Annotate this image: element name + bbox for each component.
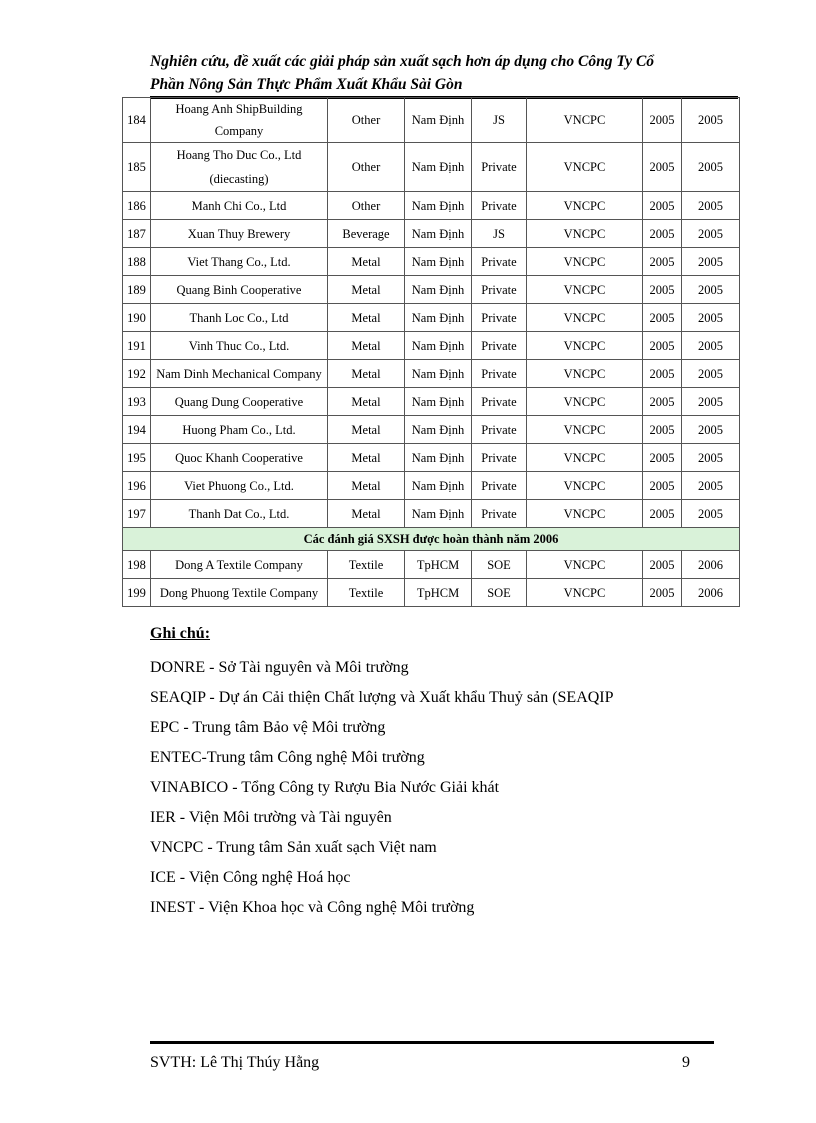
cell-org: VNCPC (527, 472, 643, 500)
cell-sector: Metal (328, 416, 405, 444)
cell-type: JS (472, 220, 527, 248)
cell-type: Private (472, 472, 527, 500)
table-row (123, 220, 740, 248)
cell-province: Nam Định (405, 220, 472, 248)
cell-sector: Textile (328, 551, 405, 579)
cell-province: Nam Định (405, 500, 472, 528)
cell-org: VNCPC (527, 579, 643, 607)
cell-province: Nam Định (405, 332, 472, 360)
cell-sector: Metal (328, 276, 405, 304)
table-row (123, 276, 740, 304)
cell-end: 2005 (682, 472, 740, 500)
cell-province: Nam Định (405, 388, 472, 416)
table-row (123, 551, 740, 579)
cell-sector: Other (328, 143, 405, 192)
cell-end: 2005 (682, 276, 740, 304)
cell-start: 2005 (643, 551, 682, 579)
cell-type: SOE (472, 579, 527, 607)
cell-province: Nam Định (405, 143, 472, 192)
cell-province: Nam Định (405, 248, 472, 276)
table-row (123, 579, 740, 607)
cell-type: Private (472, 388, 527, 416)
cell-province: Nam Định (405, 360, 472, 388)
footer-divider (150, 1041, 714, 1044)
cell-type: Private (472, 332, 527, 360)
cell-sector: Textile (328, 579, 405, 607)
cell-sector: Metal (328, 472, 405, 500)
cell-end: 2005 (682, 220, 740, 248)
cell-start: 2005 (643, 304, 682, 332)
cp-assessment-table (122, 97, 740, 607)
footer-author: SVTH: Lê Thị Thúy Hằng (150, 1054, 320, 1071)
cell-end: 2005 (682, 388, 740, 416)
cell-start: 2005 (643, 220, 682, 248)
cell-start: 2005 (643, 444, 682, 472)
cell-no: 187 (123, 220, 151, 248)
cell-company: Viet Phuong Co., Ltd. (151, 472, 328, 500)
table-row (123, 360, 740, 388)
cell-end: 2005 (682, 500, 740, 528)
cell-province: Nam Định (405, 444, 472, 472)
table-row (123, 472, 740, 500)
cell-type: Private (472, 416, 527, 444)
cell-no: 198 (123, 551, 151, 579)
cell-org: VNCPC (527, 360, 643, 388)
cell-org: VNCPC (527, 551, 643, 579)
cell-company: Thanh Loc Co., Ltd (151, 304, 328, 332)
cell-org: VNCPC (527, 276, 643, 304)
cell-no: 191 (123, 332, 151, 360)
cell-company: Quang Binh Cooperative (151, 276, 328, 304)
cell-province: TpHCM (405, 551, 472, 579)
cell-type: Private (472, 304, 527, 332)
cell-start: 2005 (643, 98, 682, 143)
cell-sector: Other (328, 192, 405, 220)
cell-end: 2005 (682, 416, 740, 444)
cell-start: 2005 (643, 143, 682, 192)
note-line: INEST - Viện Khoa học và Công nghệ Môi trường (150, 899, 475, 916)
table-row (123, 192, 740, 220)
cell-no: 189 (123, 276, 151, 304)
cell-org: VNCPC (527, 143, 643, 192)
cell-province: Nam Định (405, 304, 472, 332)
cell-sector: Metal (328, 444, 405, 472)
cell-no: 188 (123, 248, 151, 276)
table-row (123, 304, 740, 332)
cell-province: Nam Định (405, 472, 472, 500)
cell-sector: Other (328, 98, 405, 143)
section-title-2006: Các đánh giá SXSH được hoàn thành năm 2006 (123, 528, 740, 551)
header-line-1: Nghiên cứu, đề xuất các giải pháp sản xuất sạch hơn áp dụng cho Công Ty Cổ (150, 53, 655, 70)
cell-end: 2005 (682, 332, 740, 360)
header-line-2: Phần Nông Sản Thực Phẩm Xuất Khẩu Sài Gòn (150, 76, 463, 93)
cell-type: JS (472, 98, 527, 143)
cell-end: 2006 (682, 579, 740, 607)
cell-sector: Metal (328, 388, 405, 416)
notes-title: Ghi chú: (150, 625, 211, 642)
note-line: IER - Viện Môi trường và Tài nguyên (150, 809, 392, 826)
cell-sector: Metal (328, 248, 405, 276)
cell-no: 192 (123, 360, 151, 388)
cell-start: 2005 (643, 416, 682, 444)
note-line: EPC - Trung tâm Bảo vệ Môi trường (150, 719, 386, 736)
cell-no: 193 (123, 388, 151, 416)
cell-end: 2005 (682, 192, 740, 220)
cell-company: Hoang Anh ShipBuilding Company (151, 98, 328, 143)
cell-no: 197 (123, 500, 151, 528)
cell-type: Private (472, 444, 527, 472)
cell-company: Manh Chi Co., Ltd (151, 192, 328, 220)
cell-start: 2005 (643, 276, 682, 304)
cell-start: 2005 (643, 360, 682, 388)
cell-province: Nam Định (405, 98, 472, 143)
cell-sector: Beverage (328, 220, 405, 248)
table-row (123, 143, 740, 192)
table-body-2005 (123, 98, 740, 607)
cell-company: Quoc Khanh Cooperative (151, 444, 328, 472)
cell-end: 2006 (682, 551, 740, 579)
cell-type: Private (472, 360, 527, 388)
table-row (123, 332, 740, 360)
cell-company: Dong Phuong Textile Company (151, 579, 328, 607)
cell-sector: Metal (328, 304, 405, 332)
cell-company: Vinh Thuc Co., Ltd. (151, 332, 328, 360)
cell-no: 194 (123, 416, 151, 444)
table-row (123, 388, 740, 416)
cell-end: 2005 (682, 304, 740, 332)
cell-start: 2005 (643, 579, 682, 607)
cell-province: TpHCM (405, 579, 472, 607)
cell-org: VNCPC (527, 444, 643, 472)
note-line: ENTEC-Trung tâm Công nghệ Môi trường (150, 749, 425, 766)
cell-end: 2005 (682, 248, 740, 276)
cell-company: Quang Dung Cooperative (151, 388, 328, 416)
cell-end: 2005 (682, 98, 740, 143)
cell-province: Nam Định (405, 416, 472, 444)
cell-org: VNCPC (527, 192, 643, 220)
cell-type: Private (472, 500, 527, 528)
section-row-2006 (123, 528, 740, 551)
cell-sector: Metal (328, 360, 405, 388)
cell-sector: Metal (328, 332, 405, 360)
page-header (150, 50, 740, 96)
cell-end: 2005 (682, 360, 740, 388)
cell-no: 199 (123, 579, 151, 607)
cell-start: 2005 (643, 332, 682, 360)
cell-end: 2005 (682, 143, 740, 192)
cell-org: VNCPC (527, 248, 643, 276)
cell-start: 2005 (643, 472, 682, 500)
cell-org: VNCPC (527, 388, 643, 416)
cell-company: Xuan Thuy Brewery (151, 220, 328, 248)
page-number: 9 (682, 1054, 690, 1071)
table-row (123, 416, 740, 444)
cell-type: SOE (472, 551, 527, 579)
cell-sector: Metal (328, 500, 405, 528)
notes-section (150, 622, 750, 923)
cell-org: VNCPC (527, 220, 643, 248)
cell-org: VNCPC (527, 304, 643, 332)
table-row (123, 248, 740, 276)
cell-no: 190 (123, 304, 151, 332)
cell-company: Dong A Textile Company (151, 551, 328, 579)
cell-province: Nam Định (405, 192, 472, 220)
cell-company: Viet Thang Co., Ltd. (151, 248, 328, 276)
note-line: SEAQIP - Dự án Cải thiện Chất lượng và Xuất khẩu Thuỷ sản (SEAQIP (150, 689, 614, 706)
table-row (123, 98, 740, 143)
note-line: DONRE - Sở Tài nguyên và Môi trường (150, 659, 409, 676)
cell-no: 186 (123, 192, 151, 220)
cell-no: 184 (123, 98, 151, 143)
cell-province: Nam Định (405, 276, 472, 304)
note-line: VNCPC - Trung tâm Sản xuất sạch Việt nam (150, 839, 437, 856)
cell-start: 2005 (643, 248, 682, 276)
note-line: ICE - Viện Công nghệ Hoá học (150, 869, 351, 886)
table-row (123, 444, 740, 472)
cell-org: VNCPC (527, 416, 643, 444)
cell-company: Nam Dinh Mechanical Company (151, 360, 328, 388)
note-line: VINABICO - Tổng Công ty Rượu Bia Nước Giải khát (150, 779, 500, 796)
cell-company: Hoang Tho Duc Co., Ltd (diecasting) (151, 143, 328, 192)
cell-no: 195 (123, 444, 151, 472)
cell-org: VNCPC (527, 500, 643, 528)
cell-type: Private (472, 276, 527, 304)
cell-org: VNCPC (527, 332, 643, 360)
cell-no: 196 (123, 472, 151, 500)
cell-company: Thanh Dat Co., Ltd. (151, 500, 328, 528)
cell-start: 2005 (643, 500, 682, 528)
cell-start: 2005 (643, 192, 682, 220)
cell-type: Private (472, 143, 527, 192)
cell-type: Private (472, 248, 527, 276)
cell-org: VNCPC (527, 98, 643, 143)
cell-end: 2005 (682, 444, 740, 472)
cell-type: Private (472, 192, 527, 220)
cell-company: Huong Pham Co., Ltd. (151, 416, 328, 444)
cell-start: 2005 (643, 388, 682, 416)
table-row (123, 500, 740, 528)
cell-no: 185 (123, 143, 151, 192)
